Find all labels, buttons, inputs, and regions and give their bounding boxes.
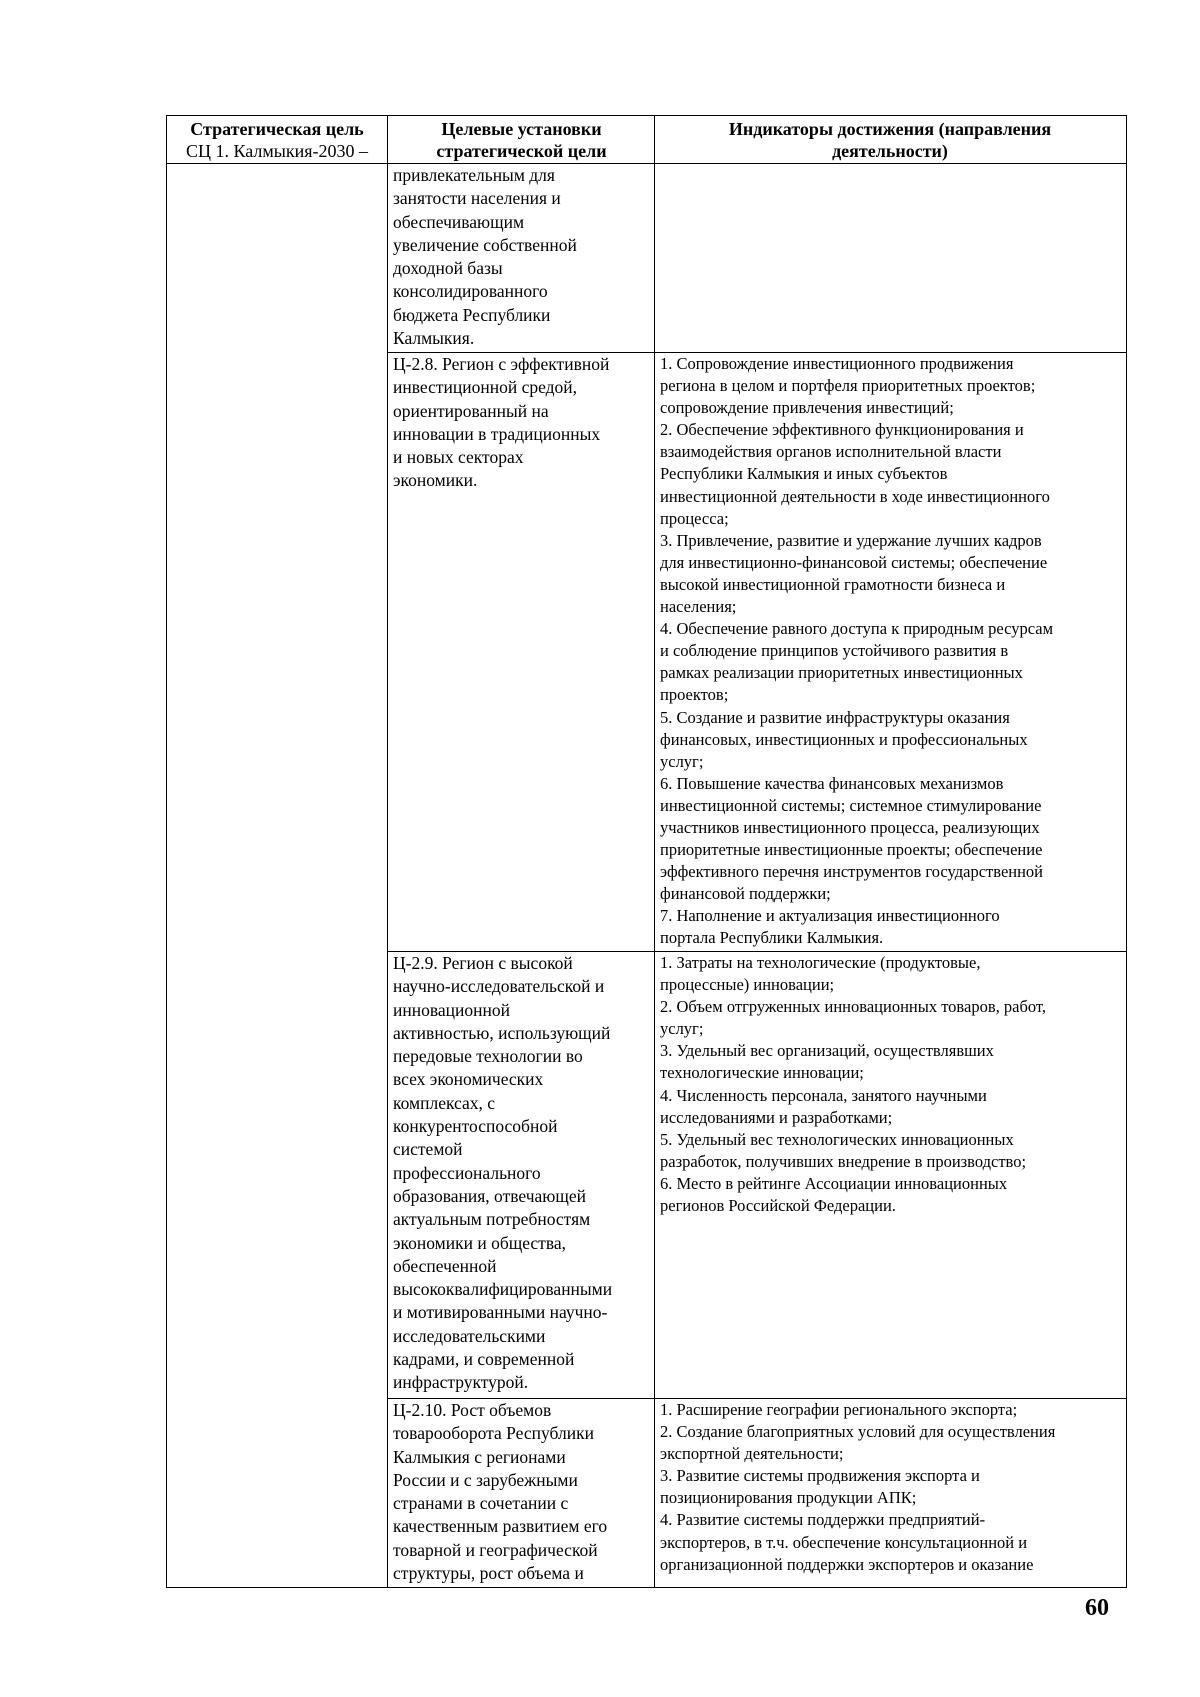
goal-cell <box>388 952 655 1399</box>
indicator-line: 6. Повышение качества финансовых механизмов <box>660 773 1004 793</box>
indicator-line: 1. Затраты на технологические (продуктовые, <box>660 953 981 972</box>
goal-line: научно-исследовательской и <box>393 976 605 997</box>
header-indicators <box>655 116 1127 164</box>
indicator-line: высокой инвестиционной грамотности бизнеса и <box>660 574 1006 594</box>
goal-line: структуры, рост объема и <box>393 1563 584 1584</box>
indicator-line: организационной поддержки экспортеров и оказание <box>660 1554 1034 1574</box>
indicator-line: услуг; <box>660 751 704 771</box>
header-col2-line1: Целевые установки <box>441 119 602 139</box>
goal-line: обеспечивающим <box>393 211 525 232</box>
indicator-line: портала Республики Калмыкия. <box>660 928 884 948</box>
indicator-line: 7. Наполнение и актуализация инвестиционного <box>660 906 1000 926</box>
indicator-line: сопровождение привлечения инвестиций; <box>660 398 954 418</box>
table-header-row <box>167 116 1127 164</box>
indicator-line: регионов Российской Федерации. <box>660 1196 896 1216</box>
strategy-table <box>166 115 1127 1588</box>
goal-line: системой <box>393 1139 463 1160</box>
goal-line: образования, отвечающей <box>393 1185 586 1206</box>
goal-line: комплексах, с <box>393 1092 496 1113</box>
indicator-line: 3. Развитие системы продвижения экспорта и <box>660 1466 980 1486</box>
goal-line: ориентированный на <box>393 400 549 421</box>
header-col2-line2: стратегической цели <box>436 141 607 161</box>
indicator-line: для инвестиционно-финансовой системы; обеспечение <box>660 552 1048 572</box>
indicator-line: населения; <box>660 597 737 617</box>
indicator-line: финансовой поддержки; <box>660 884 831 904</box>
goal-line: экономики и общества, <box>393 1232 567 1253</box>
indicator-line: технологические инновации; <box>660 1063 864 1083</box>
goal-line: странами в сочетании с <box>393 1493 569 1514</box>
goal-line: и мотивированными научно- <box>393 1302 608 1323</box>
indicator-line: разработок, получивших внедрение в производство; <box>660 1151 1027 1171</box>
indicator-line: 3. Удельный вес организаций, осуществлявших <box>660 1041 994 1061</box>
goal-line: актуальным потребностям <box>393 1209 591 1230</box>
indicators-cell <box>655 952 1127 1399</box>
goal-line: инвестиционной средой, <box>393 377 578 398</box>
goal-cell <box>388 1399 655 1588</box>
header-col1-title: Стратегическая цель <box>190 119 364 139</box>
goal-cell <box>388 353 655 952</box>
header-col3-line1: Индикаторы достижения (направления <box>728 119 1052 139</box>
goal-line: Ц-2.8. Регион с эффективной <box>393 354 610 374</box>
indicator-line: приоритетные инвестиционные проекты; обеспечение <box>660 840 1043 860</box>
header-col1-value: СЦ 1. Калмыкия-2030 – <box>185 141 369 161</box>
indicators-cell <box>655 164 1127 353</box>
indicator-line: рамках реализации приоритетных инвестиционных <box>660 663 1023 683</box>
goal-line: консолидированного <box>393 281 548 302</box>
goal-line: всех экономических <box>393 1069 544 1090</box>
indicator-line: 6. Место в рейтинге Ассоциации инновационных <box>660 1173 1008 1193</box>
goal-line: кадрами, и современной <box>393 1349 575 1370</box>
goal-line: Калмыкия с регионами <box>393 1446 566 1467</box>
page-number: 60 <box>1085 1595 1109 1621</box>
indicator-line: 1. Сопровождение инвестиционного продвижения <box>660 354 1014 373</box>
indicator-line: экспортеров, в т.ч. обеспечение консультационной и <box>660 1532 1028 1552</box>
goal-line: профессионального <box>393 1162 541 1183</box>
indicator-line: 4. Развитие системы поддержки предприятий- <box>660 1510 986 1530</box>
goal-line: бюджета Республики <box>393 304 551 325</box>
goal-line: конкурентоспособной <box>393 1116 558 1137</box>
indicator-line: инвестиционной системы; системное стимулирование <box>660 795 1042 815</box>
goal-line: товарной и географической <box>393 1539 598 1560</box>
goal-line: исследовательскими <box>393 1325 546 1346</box>
indicator-line: исследованиями и разработками; <box>660 1107 893 1127</box>
indicator-line: взаимодействия органов исполнительной власти <box>660 442 1002 462</box>
indicator-line: 1. Расширение географии регионального экспорта; <box>660 1400 1018 1419</box>
goal-line: доходной базы <box>393 258 503 279</box>
goal-line: передовые технологии во <box>393 1046 583 1067</box>
goal-line: России и с зарубежными <box>393 1469 578 1490</box>
indicator-line: участников инвестиционного процесса, реализующих <box>660 817 1040 837</box>
goal-line: высококвалифицированными <box>393 1279 613 1300</box>
indicator-line: инвестиционной деятельности в ходе инвестиционного <box>660 486 1050 506</box>
goal-line: экономики. <box>393 470 478 491</box>
goal-line: качественным развитием его <box>393 1516 608 1537</box>
goal-line: инновационной <box>393 999 510 1020</box>
indicator-line: процесса; <box>660 508 729 528</box>
indicators-cell <box>655 353 1127 952</box>
indicator-line: 3. Привлечение, развитие и удержание лучших кадров <box>660 530 1042 550</box>
goal-line: инфраструктурой. <box>393 1372 529 1393</box>
goal-line: инновации в традиционных <box>393 423 601 444</box>
indicator-line: 4. Обеспечение равного доступа к природным ресурсам <box>660 619 1054 639</box>
indicator-line: 2. Объем отгруженных инновационных товаров, работ, <box>660 997 1046 1017</box>
goal-line: обеспеченной <box>393 1255 497 1276</box>
indicator-line: Республики Калмыкия и иных субъектов <box>660 464 948 484</box>
indicator-line: позиционирования продукции АПК; <box>660 1488 917 1508</box>
goal-line: товарооборота Республики <box>393 1423 594 1444</box>
goal-line: активностью, использующий <box>393 1022 611 1043</box>
header-strategic-goal <box>167 116 388 164</box>
indicator-line: 5. Создание и развитие инфраструктуры оказания <box>660 707 1010 727</box>
header-target-settings <box>388 116 655 164</box>
goal-line: и новых секторах <box>393 447 524 468</box>
goal-line: увеличение собственной <box>393 234 577 255</box>
indicator-line: финансовых, инвестиционных и профессиональных <box>660 729 1028 749</box>
indicator-line: 5. Удельный вес технологических инновационных <box>660 1129 1014 1149</box>
goal-line: занятости населения и <box>393 188 561 209</box>
indicator-line: услуг; <box>660 1019 704 1039</box>
indicator-line: 2. Создание благоприятных условий для осуществления <box>660 1422 1056 1442</box>
goal-cell <box>388 164 655 353</box>
goal-line: Калмыкия. <box>393 328 475 349</box>
indicators-cell <box>655 1399 1127 1588</box>
indicator-line: экспортной деятельности; <box>660 1444 844 1464</box>
indicator-line: процессные) инновации; <box>660 975 835 995</box>
goal-line: Ц-2.10. Рост объемов <box>393 1400 552 1420</box>
indicator-line: региона в целом и портфеля приоритетных проектов; <box>660 376 1036 396</box>
indicator-line: проектов; <box>660 685 729 705</box>
goal-line: привлекательным для <box>393 165 555 185</box>
indicator-line: эффективного перечня инструментов государственной <box>660 862 1044 882</box>
indicator-line: и соблюдение принципов устойчивого развития в <box>660 641 1009 661</box>
goal-line: Ц-2.9. Регион с высокой <box>393 953 573 973</box>
strategic-goal-cell <box>167 164 388 1588</box>
indicator-line: 4. Численность персонала, занятого научными <box>660 1085 987 1105</box>
table-row <box>167 164 1127 353</box>
indicator-line: 2. Обеспечение эффективного функционирования и <box>660 420 1024 440</box>
header-col3-line2: деятельности) <box>832 141 948 161</box>
